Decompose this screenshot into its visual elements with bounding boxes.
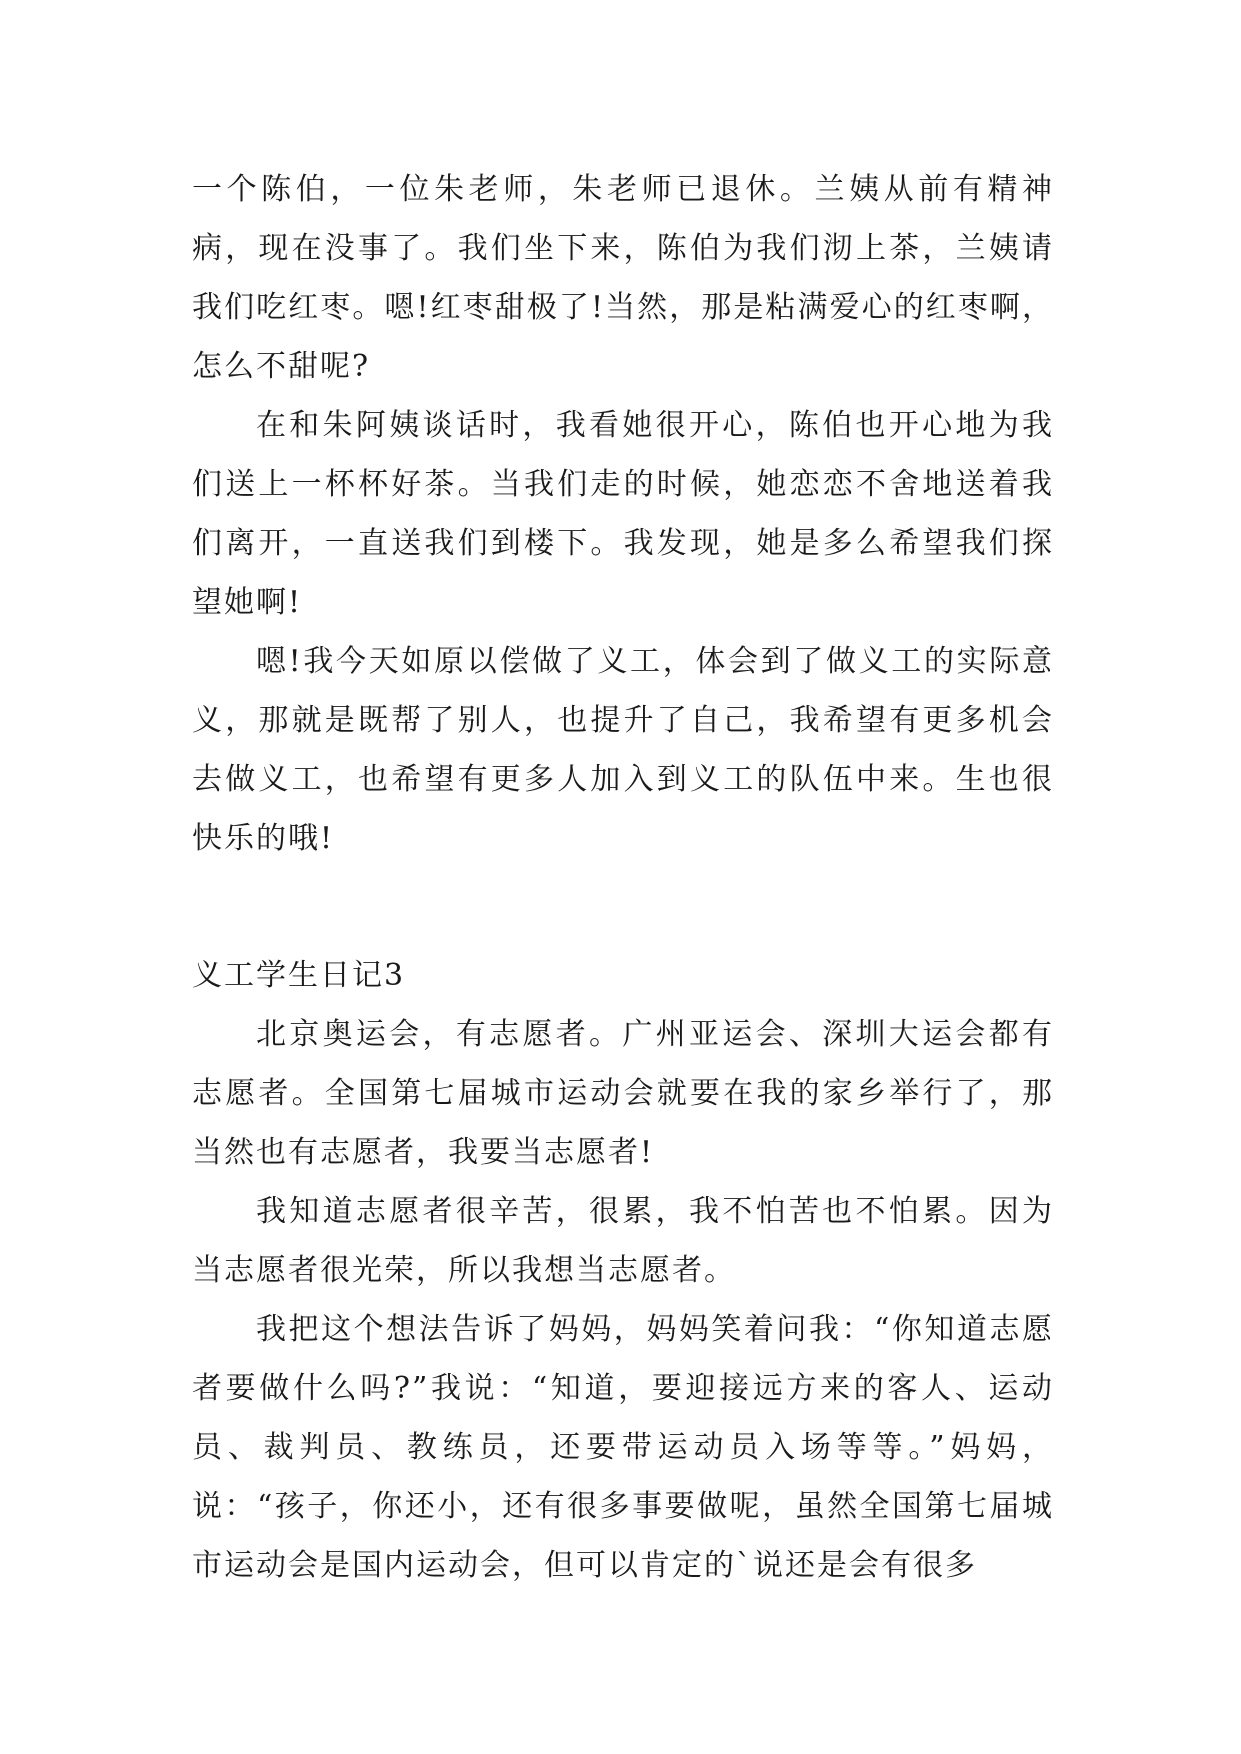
- paragraph: 嗯!我今天如原以偿做了义工，体会到了做义工的实际意义，那就是既帮了别人，也提升了自己，我希望有更多机会去做义工，也希望有更多人加入到义工的队伍中来。生也很快乐的哦!: [192, 644, 1054, 856]
- paragraph: 我知道志愿者很辛苦，很累，我不怕苦也不怕累。因为当志愿者很光荣，所以我想当志愿者。: [192, 1194, 1054, 1288]
- document-page: [192, 160, 1054, 1595]
- section-gap: [192, 868, 1054, 946]
- paragraph: 一个陈伯，一位朱老师，朱老师已退休。兰姨从前有精神病，现在没事了。我们坐下来，陈伯为我们沏上茶，兰姨请我们吃红枣。嗯!红枣甜极了!当然，那是粘满爱心的红枣啊，怎么不甜呢?: [192, 172, 1054, 384]
- paragraph: 我把这个想法告诉了妈妈，妈妈笑着问我：“你知道志愿者要做什么吗?”我说：“知道，要迎接远方来的客人、运动员、裁判员、教练员，还要带运动员入场等等。”妈妈，说：“孩子，你还小，还有很多事要做呢，虽然全国第七届城市运动会是国内运动会，但可以肯定的`说还是会有很多: [192, 1312, 1054, 1583]
- section-title: 义工学生日记3: [192, 958, 406, 993]
- paragraph: 在和朱阿姨谈话时，我看她很开心，陈伯也开心地为我们送上一杯杯好茶。当我们走的时候，她恋恋不舍地送着我们离开，一直送我们到楼下。我发现，她是多么希望我们探望她啊!: [192, 408, 1054, 620]
- paragraph: 北京奥运会，有志愿者。广州亚运会、深圳大运会都有志愿者。全国第七届城市运动会就要在我的家乡举行了，那当然也有志愿者，我要当志愿者!: [192, 1017, 1054, 1170]
